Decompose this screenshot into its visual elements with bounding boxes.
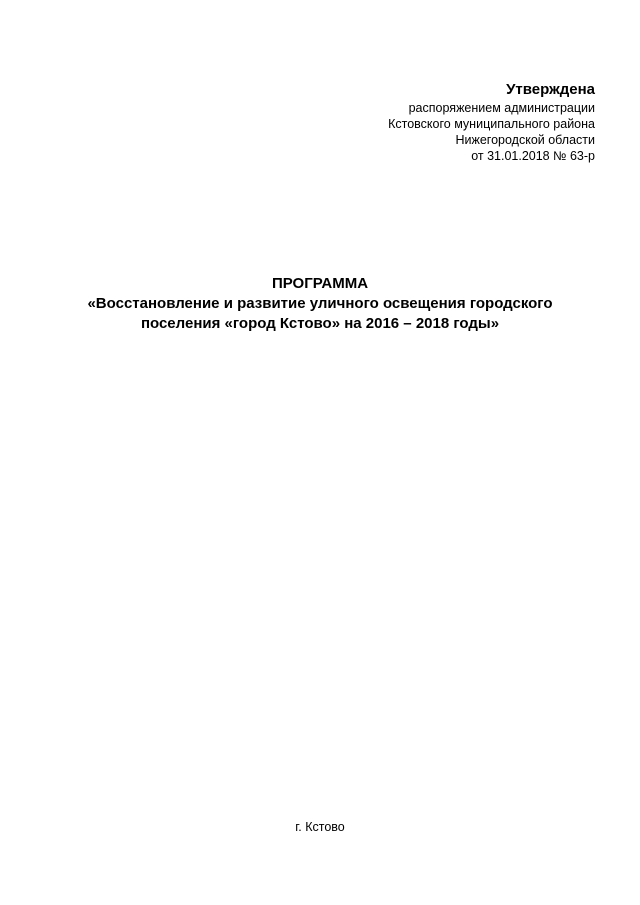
program-title-block [40, 274, 600, 334]
program-title-line-2: поселения «город Кстово» на 2016 – 2018 годы» [140, 315, 500, 332]
approval-line-region: Нижегородской области [455, 133, 595, 147]
approval-line-date: от 31.01.2018 № 63-р [471, 149, 595, 163]
city-footer: г. Кстово [295, 820, 345, 834]
program-heading: ПРОГРАММА [271, 275, 369, 292]
approval-line-district: Кстовского муниципального района [388, 117, 595, 131]
program-title-line-1: «Восстановление и развитие уличного освещения городского [87, 295, 553, 312]
approval-line-order: распоряжением администрации [408, 101, 595, 115]
approval-title: Утверждена [506, 81, 595, 98]
approval-block [335, 80, 595, 164]
